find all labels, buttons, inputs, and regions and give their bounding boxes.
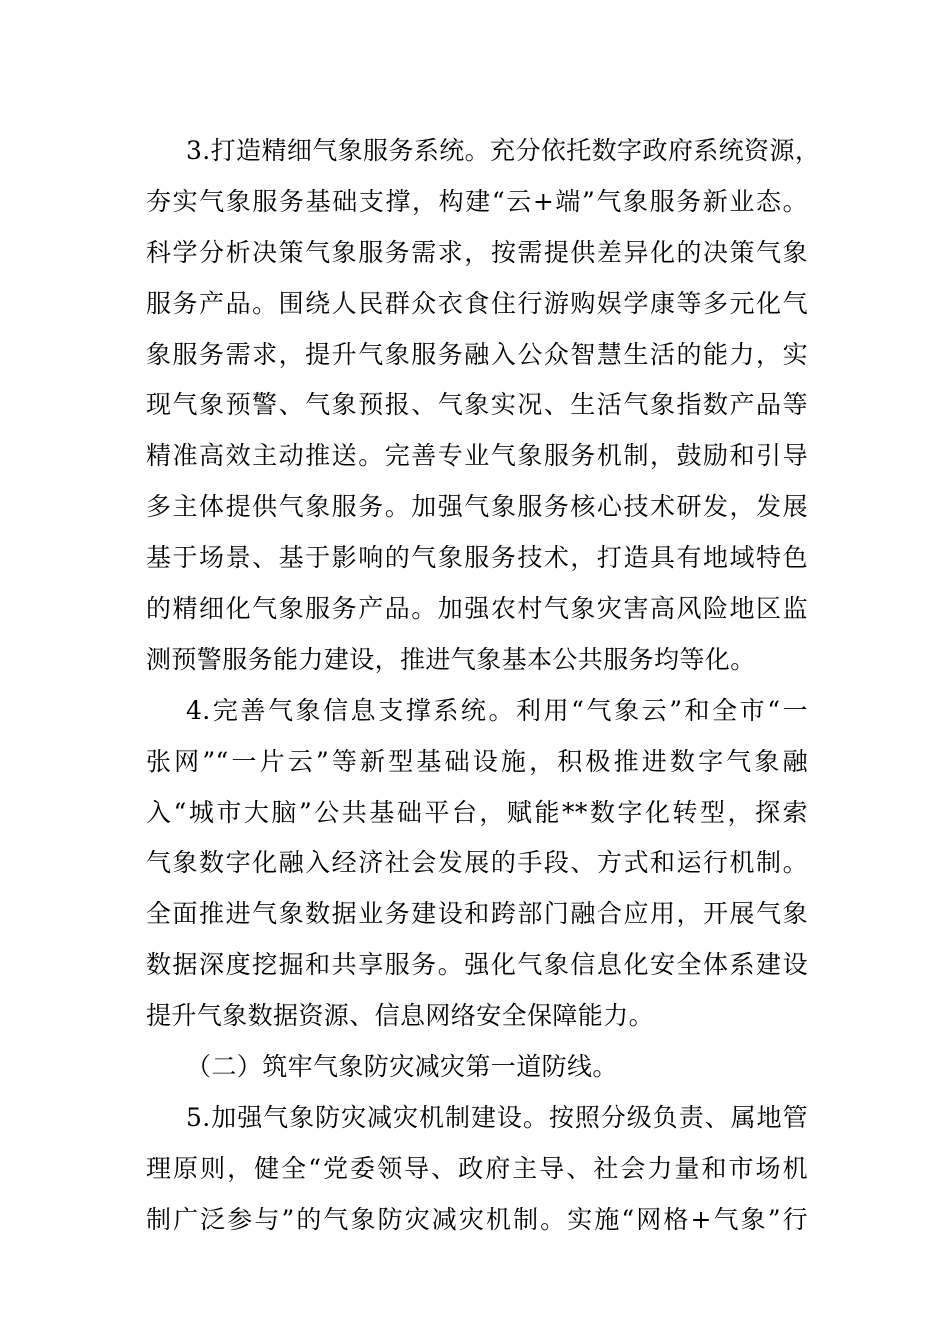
document-body — [146, 126, 821, 1246]
paragraph-4-line-1: 4.完善气象信息支撑系统。利用“气象云”和全市“一 — [186, 695, 808, 725]
paragraph-5-line-1: 5.加强气象防灾减灾机制建设。按照分级负责、属地管 — [186, 1102, 808, 1132]
paragraph-4-line-6: 数据深度挖掘和共享服务。强化气象信息化安全体系建设 — [146, 950, 808, 980]
paragraph-4-line-5: 全面推进气象数据业务建设和跨部门融合应用，开展气象 — [146, 899, 808, 929]
paragraph-5-line-3: 制广泛参与”的气象防灾减灾机制。实施“网格+气象”行 — [146, 1204, 808, 1234]
paragraph-5-line-2: 理原则，健全“党委领导、政府主导、社会力量和市场机 — [146, 1153, 808, 1183]
paragraph-3-line-10: 的精细化气象服务产品。加强农村气象灾害高风险地区监 — [146, 594, 808, 624]
paragraph-3-line-9: 基于场景、基于影响的气象服务技术，打造具有地域特色 — [146, 543, 808, 573]
paragraph-4-line-7: 提升气象数据资源、信息网络安全保障能力。 — [146, 1001, 655, 1031]
paragraph-3-line-7: 精准高效主动推送。完善专业气象服务机制，鼓励和引导 — [146, 441, 808, 471]
paragraph-3-line-3: 科学分析决策气象服务需求，按需提供差异化的决策气象 — [146, 237, 808, 267]
paragraph-3-line-2: 夯实气象服务基础支撑，构建“云+端”气象服务新业态。 — [146, 186, 808, 216]
paragraph-3-line-8: 多主体提供气象服务。加强气象服务核心技术研发，发展 — [146, 492, 808, 522]
paragraph-4-line-2: 张网”“一片云”等新型基础设施，积极推进数字气象融 — [146, 746, 808, 776]
paragraph-3-line-6: 现气象预警、气象预报、气象实况、生活气象指数产品等 — [146, 390, 808, 420]
paragraph-3-line-5: 象服务需求，提升气象服务融入公众智慧生活的能力，实 — [146, 339, 808, 369]
paragraph-3-line-4: 服务产品。围绕人民群众衣食住行游购娱学康等多元化气 — [146, 288, 808, 318]
paragraph-3-line-11: 测预警服务能力建设，推进气象基本公共服务均等化。 — [146, 644, 756, 674]
section-heading: （二）筑牢气象防灾减灾第一道防线。 — [186, 1052, 618, 1082]
paragraph-4-line-4: 气象数字化融入经济社会发展的手段、方式和运行机制。 — [146, 848, 808, 878]
paragraph-4-line-3: 入“城市大脑”公共基础平台，赋能**数字化转型，探索 — [146, 797, 808, 827]
paragraph-3-line-1: 3.打造精细气象服务系统。充分依托数字政府系统资源， — [186, 136, 821, 165]
